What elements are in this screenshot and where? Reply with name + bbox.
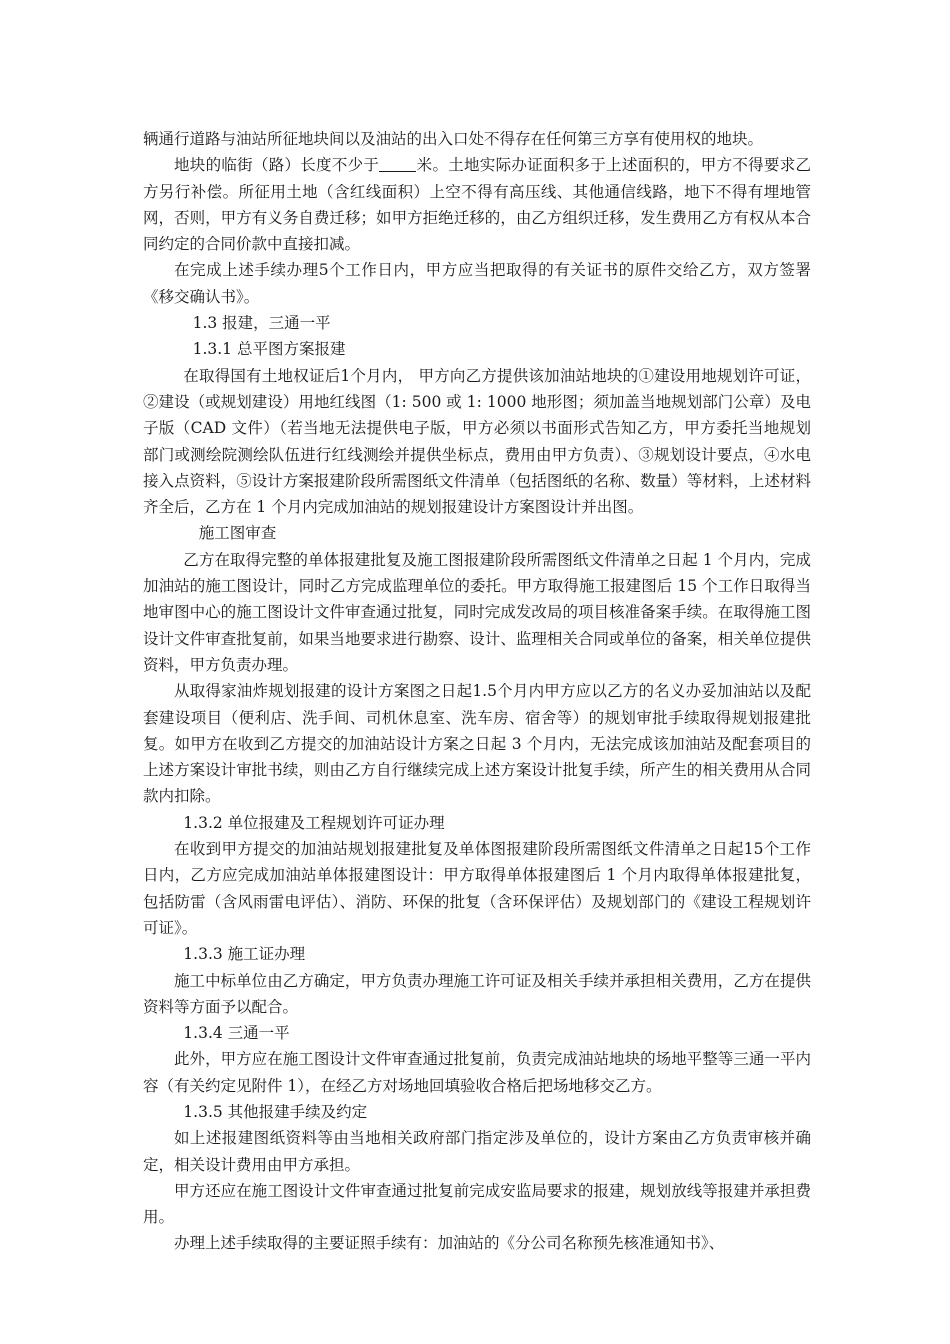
paragraph-construction-permit: 施工中标单位由乙方确定，甲方负责办理施工许可证及相关手续并承担相关费用，乙方在提供资料等方面予以配合。 — [143, 971, 811, 1016]
document-page — [143, 126, 811, 1257]
paragraph-planning-approval: 从取得家油炸规划报建的设计方案图之日起1.5个月内甲方应以乙方的名义办妥加油站以及配套建设项目（便利店、洗手间、司机休息室、洗车房、宿舍等）的规划审批手续取得规划报建批复。如甲方在收到乙方提交的加油站设计方案之日起 3 个月内，无法完成该加油站及配套项目的上述方案设计审批书续，则由乙方自行继续完成上述方案设计批复手续，所产生的相关费用从合同款内扣除。 — [143, 682, 811, 806]
frontage-length-blank — [379, 156, 416, 173]
heading-construction-drawing-review: 施工图审查 — [198, 524, 277, 543]
heading-1-3-5: 1.3.5 其他报建手续及约定 — [183, 1102, 368, 1121]
paragraph-safety-submission: 甲方还应在施工图设计文件审查通过批复前完成安监局要求的报建，规划放线等报建并承担费用。 — [143, 1181, 811, 1227]
frontage-text-before: 地块的临街（路）长度不少于 — [174, 156, 380, 175]
paragraph-construction-drawing-design: 乙方在取得完整的单体报建批复及施工图报建阶段所需图纸文件清单之日起 1 个月内，完成加油站的施工图设计，同时乙方完成监理单位的委托。甲方取得施工报建图后 15 个工作日取得当地审图中心的施工图设计文件审查通过批复，同时完成发改局的项目核准备案手续。在取得施工图设计文件审查批复前，如果当地要求进行勘察、设计、监理相关合同或单位的备案，相关单位提供资料，甲方负责办理。 — [143, 550, 811, 674]
heading-1-3: 1.3 报建，三通一平 — [192, 314, 331, 333]
paragraph-certificate-handover: 在完成上述手续办理5个工作日内，甲方应当把取得的有关证书的原件交给乙方，双方签署《移交确认书》。 — [143, 261, 811, 306]
paragraph-access-road: 辆通行道路与油站所征地块间以及油站的出入口处不得存在任何第三方享有使用权的地块。 — [143, 130, 764, 148]
heading-1-3-2: 1.3.2 单位报建及工程规划许可证办理 — [183, 813, 445, 832]
paragraph-unit-submission: 在收到甲方提交的加油站规划报建批复及单体图报建阶段所需图纸文件清单之日起15个工作日内，乙方应完成加油站单体报建图设计：甲方取得单体报建图后 1 个月内取得单体报建批复，包括防雷（含风雨雷电评估）、消防、环保的批复（含环保评估）及规划部门的《建设工程规划许可证》。 — [143, 840, 811, 937]
paragraph-design-review: 如上述报建图纸资料等由当地相关政府部门指定涉及单位的，设计方案由乙方负责审核并确定，相关设计费用由甲方承担。 — [143, 1129, 811, 1174]
heading-1-3-3: 1.3.3 施工证办理 — [183, 945, 306, 964]
paragraph-site-plan-submission: 在取得国有土地权证后1个月内， 甲方向乙方提供该加油站地块的①建设用地规划许可证，②建设（或规划建设）用地红线图（1: 500 或 1: 1000 地形图；须加盖当地规划部门公章）及电子版（CAD 文件）（若当地无法提供电子版，甲方必须以书面形式告知乙方，甲方委托当地规划部门或测绘院测绘队伍进行红线测绘并提供坐标点，费用由甲方负责）、③规划设计要点，④水电接入点资料，⑤设计方案报建阶段所需图纸文件清单（包括图纸的名称、数量）等材料，上述材料齐全后，乙方在 1 个月内完成加油站的规划报建设计方案图设计并出图。 — [143, 366, 811, 517]
heading-1-3-1: 1.3.1 总平图方案报建 — [192, 340, 346, 359]
frontage-text-after: 米。土地实际办证面积多于上述面积的，甲方不得要求乙方另行补偿。所征用土地（含红线面积）上空不得有高压线、其他通信线路，地下不得有埋地管网，否则，甲方有义务自费迁移；如甲方拒绝迁移的，由乙方组织迁移，发生费用乙方有权从本合同约定的合同价款中直接扣减。 — [143, 156, 811, 254]
paragraph-frontage-length — [143, 152, 811, 257]
paragraph-main-licenses: 办理上述手续取得的主要证照手续有：加油站的《分公司名称预先核准通知书》、 — [174, 1234, 725, 1253]
heading-1-3-4: 1.3.4 三通一平 — [183, 1024, 290, 1043]
paragraph-site-leveling: 此外，甲方应在施工图设计文件审查通过批复前，负责完成油站地块的场地平整等三通一平内容（有关约定见附件 1），在经乙方对场地回填验收合格后把场地移交乙方。 — [143, 1050, 811, 1095]
